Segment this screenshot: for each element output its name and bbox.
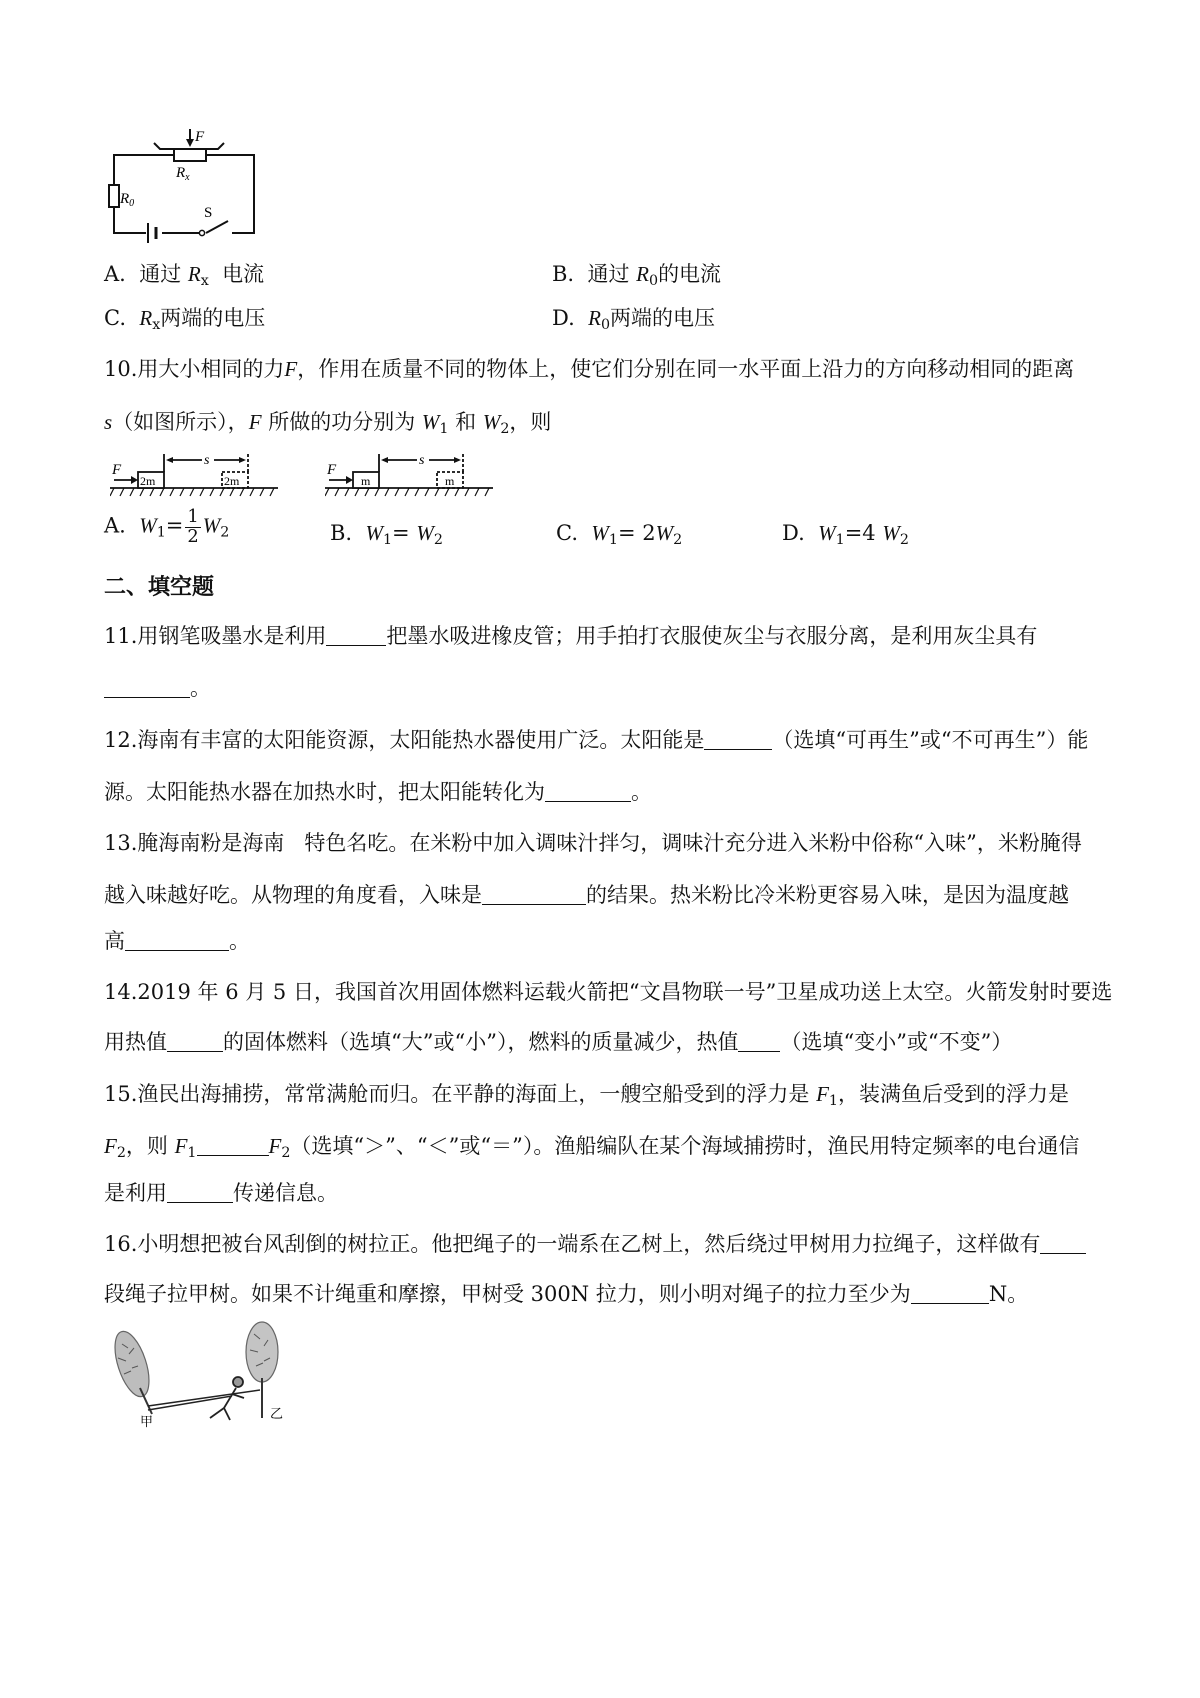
q14-blank-2[interactable] bbox=[738, 1031, 780, 1052]
tree-jia-icon bbox=[108, 1327, 156, 1414]
q10-stem-line2: s（如图所示），F 所做的功分别为 $W_1$ 和 $W_2$，则 bbox=[104, 410, 552, 437]
q12-blank-1[interactable] bbox=[704, 729, 772, 750]
q9-option-c: C. $R_x$两端的电压 bbox=[104, 306, 266, 333]
q13-line1: 13.腌海南粉是海南 特色名吃。在米粉中加入调味汁拌匀，调味汁充分进入米粉中俗称“入味”，米粉腌得 bbox=[104, 831, 1082, 855]
q11-blank-1[interactable] bbox=[326, 625, 386, 646]
q16-trees-figure bbox=[104, 1318, 304, 1428]
q16-blank-1[interactable] bbox=[1040, 1233, 1086, 1254]
q16-line2: 段绳子拉甲树。如果不计绳重和摩擦，甲树受 300N 拉力，则小明对绳子的拉力至少为 N。 bbox=[104, 1282, 1029, 1306]
q10-option-a: A. $W_1=$ $\frac{1}{2}$ $W_2$ bbox=[104, 506, 230, 547]
q12-blank-2[interactable] bbox=[545, 781, 631, 802]
q16-figure-label-jia: 甲 bbox=[140, 1414, 154, 1428]
q10-fig-right-mass-end: m bbox=[445, 474, 455, 488]
q14-blank-1[interactable] bbox=[167, 1031, 223, 1052]
q10-fig-right-label-F: F bbox=[327, 462, 337, 478]
q10-fig-right-label-s: s bbox=[419, 453, 425, 468]
q9-option-d: D. $R_0$两端的电压 bbox=[552, 306, 716, 333]
q10-option-c: C. $W_1= 2W_2$ bbox=[556, 521, 683, 548]
q10-figure-2m bbox=[110, 450, 280, 502]
q15-line2: $F_2$，则 $F_1$ $F_2$（选填“＞”、“＜”或“＝”）。渔船编队在某个海域捕捞时，渔民用特定频率的电台通信 bbox=[104, 1134, 1080, 1161]
q11-line2: 。 bbox=[104, 676, 211, 701]
q11-blank-2[interactable] bbox=[104, 677, 190, 698]
q10-fig-left-mass-start: 2m bbox=[140, 474, 156, 488]
q10-figure-m bbox=[325, 450, 495, 502]
tree-yi-icon bbox=[246, 1322, 278, 1418]
q10-fig-right-mass-start: m bbox=[361, 474, 371, 488]
q9-figure-label-R0: $R_0$ bbox=[120, 191, 135, 209]
q10-stem-line1: 10.用大小相同的力F，作用在质量不同的物体上，使它们分别在同一水平面上沿力的方向移动相同的距离 bbox=[104, 357, 1075, 381]
q9-circuit-figure bbox=[104, 125, 264, 265]
section-heading-fill-in: 二、填空题 bbox=[104, 574, 215, 600]
q14-line2: 用热值 的固体燃料（选填“大”或“小”），燃料的质量减少，热值 （选填“变小”或“不变”） bbox=[104, 1030, 1013, 1054]
q9-figure-label-F: F bbox=[195, 129, 205, 145]
q16-line1: 16.小明想把被台风刮倒的树拉正。他把绳子的一端系在乙树上，然后绕过甲树用力拉绳子，这样做有 bbox=[104, 1232, 1086, 1257]
q9-option-b: B. 通过 $R_0$的电流 bbox=[552, 262, 722, 289]
q9-option-a: A. 通过 $R_x$ 电流 bbox=[104, 262, 265, 289]
q10-fig-left-label-F: F bbox=[112, 462, 122, 478]
q10-option-b: B. $W_1= W_2$ bbox=[330, 521, 443, 548]
q12-line2: 源。太阳能热水器在加热水时，把太阳能转化为 。 bbox=[104, 780, 652, 804]
q13-blank-1[interactable] bbox=[482, 884, 586, 905]
q10-fig-left-mass-end: 2m bbox=[224, 474, 240, 488]
q10-option-a-fraction: $\frac{1}{2}$ bbox=[187, 506, 199, 547]
q10-option-d: D. $W_1=4$ $W_2$ bbox=[782, 521, 909, 548]
q13-line2: 越入味越好吃。从物理的角度看，入味是 的结果。热米粉比冷米粉更容易入味，是因为温度越 bbox=[104, 883, 1069, 907]
q16-figure-label-yi: 乙 bbox=[270, 1406, 284, 1421]
q15-blank-2[interactable] bbox=[167, 1182, 233, 1203]
q9-figure-label-S: S bbox=[204, 205, 213, 221]
q12-line1: 12.海南有丰富的太阳能资源，太阳能热水器使用广泛。太阳能是 （选填“可再生”或“不可再生”）能 bbox=[104, 728, 1089, 752]
q11-line1: 11.用钢笔吸墨水是利用 把墨水吸进橡皮管；用手拍打衣服使灰尘与衣服分离，是利用灰尘具有 bbox=[104, 624, 1038, 648]
q14-line1: 14.2019 年 6 月 5 日，我国首次用固体燃料运载火箭把“文昌物联一号”卫星成功送上太空。火箭发射时要选 bbox=[104, 980, 1113, 1004]
rope-icon bbox=[148, 1390, 260, 1410]
q15-line3: 是利用 传递信息。 bbox=[104, 1181, 338, 1205]
q16-blank-2[interactable] bbox=[911, 1283, 989, 1304]
q10-fig-left-label-s: s bbox=[204, 453, 210, 468]
q15-blank-1[interactable] bbox=[197, 1135, 269, 1156]
q9-figure-label-Rx: $R_x$ bbox=[176, 165, 190, 183]
q13-line3: 高 。 bbox=[104, 929, 250, 953]
q13-blank-2[interactable] bbox=[125, 930, 229, 951]
q15-line1: 15.渔民出海捕捞，常常满舱而归。在平静的海面上，一艘空船受到的浮力是 $F_1$，装满鱼后受到的浮力是 bbox=[104, 1082, 1069, 1109]
